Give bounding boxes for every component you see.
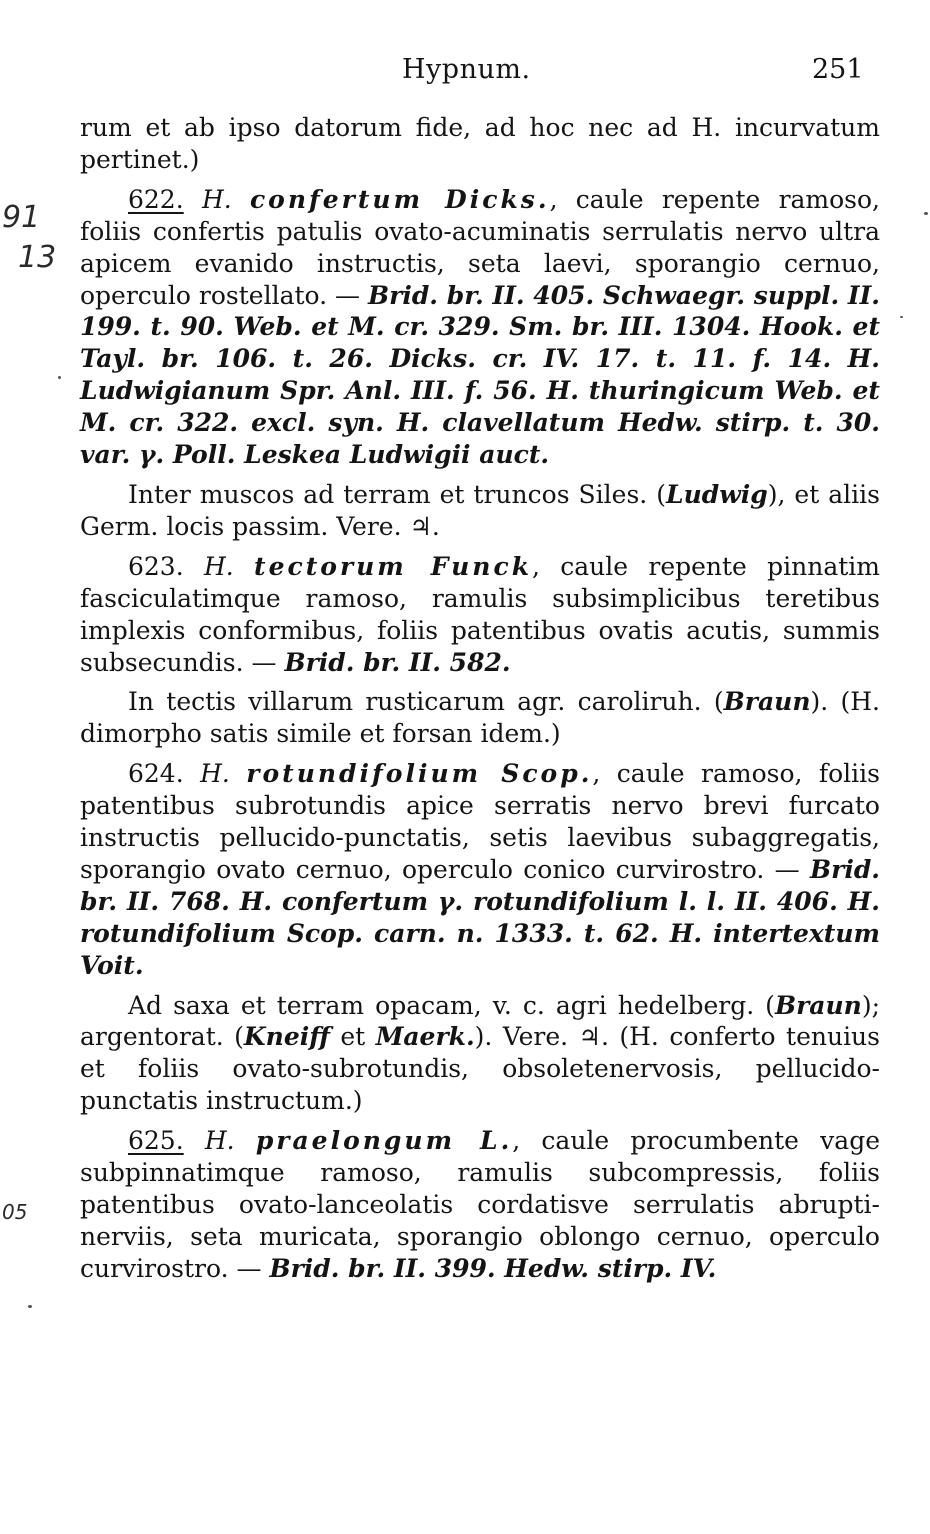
collector-name: Kneiff [243, 1022, 330, 1052]
habitat-text: Inter muscos ad terram et truncos Siles. ( [128, 479, 666, 509]
running-title: Hypnum. [402, 54, 531, 85]
continuation-paragraph: rum et ab ipso datorum fide, ad hoc nec ad H. incurvatum pertinet.) [80, 113, 880, 174]
entry-624 [80, 758, 880, 981]
habitat-text: In tectis villarum rusticarum agr. caroliruh. ( [128, 687, 724, 717]
entry-number: 625. [128, 1126, 184, 1156]
species-name: praelongum L. [255, 1126, 513, 1156]
margin-note-13: 13 [18, 240, 57, 275]
habitat-624 [80, 990, 880, 1118]
collector-name: Ludwig [665, 479, 768, 509]
entry-description: , caule repente ramoso, foliis confertis patulis ovato-acuminatis serrulatis nervo ultra apicem evanido instructis, seta laevi, sporangio cernuo, operculo rostellato. — [80, 184, 881, 310]
entry-description: , caule procumbente vage subpinnatimque ramoso, ramulis subcompressis, foliis patentibus ovato-lanceolatis cordatisve serrulatis abrupti-nerviis, seta muricata, sporangio oblongo cernuo, operculo curvirostro. — [80, 1126, 880, 1283]
habitat-623 [80, 686, 880, 750]
page-number: 251 [812, 54, 864, 85]
text-body [80, 112, 880, 1285]
page-header [0, 48, 930, 92]
collector-name: Maerk. [375, 1022, 475, 1052]
habitat-text: et [329, 1022, 376, 1052]
entry-number: 623. [128, 551, 184, 581]
entry-references: Brid. br. II. 768. H. confertum γ. rotundifolium l. l. II. 406. H. rotundifolium Scop. carn. n. 1333. t. 62. H. intertextum Voit. [80, 854, 880, 980]
entry-references: Brid. br. II. 582. [284, 647, 511, 677]
collector-name: Braun [774, 990, 862, 1020]
entry-description: , caule repente pinnatim fasciculatimque ramoso, ramulis subsimplicibus teretibus implexis conformibus, foliis patentibus ovatis acutis, summis subsecundis. — [80, 551, 881, 677]
margin-note-05: 05 [2, 1200, 28, 1224]
species-name: tectorum Funck [254, 551, 533, 581]
margin-note-91: 91 [2, 200, 41, 235]
ink-speck [58, 376, 61, 379]
habitat-text: ). (H. dimorpho satis simile et forsan idem.) [80, 687, 880, 749]
ink-speck [28, 1305, 32, 1308]
collector-name: Braun [723, 687, 811, 717]
genus-abbrev: H. [203, 551, 234, 581]
habitat-text: ). Vere. ♃. (H. conferto tenuius et foliis ovato-subrotundis, obsoletenervosis, pellucido-punctatis instructum.) [80, 1022, 880, 1116]
habitat-text: ), et aliis Germ. locis passim. Vere. ♃. [80, 479, 880, 541]
ink-speck [900, 316, 903, 318]
entry-623 [80, 551, 880, 679]
species-name: rotundifolium Scop. [246, 759, 593, 789]
species-name: confertum Dicks. [249, 184, 550, 214]
entry-number: 622. [128, 184, 184, 214]
entry-625 [80, 1125, 880, 1285]
habitat-text: Ad saxa et terram opacam, v. c. agri hedelberg. ( [128, 990, 775, 1020]
entry-references: Brid. br. II. 405. Schwaegr. suppl. II. 199. t. 90. Web. et M. cr. 329. Sm. br. III. 1304. Hook. et Tayl. br. 106. t. 26. Dicks. cr. IV. 17. t. 11. f. 14. H. Ludwigianum Spr. Anl. III. f. 56. H. thuringicum Web. et M. cr. 322. excl. syn. H. clavellatum Hedw. stirp. t. 30. var. γ. Poll. Leskea Ludwigii auct. [80, 280, 880, 470]
entry-description: , caule ramoso, foliis patentibus subrotundis apice serratis nervo brevi furcato instructis pellucido-punctatis, setis laevibus subaggregatis, sporangio ovato cernuo, operculo conico curvirostro. — [80, 759, 880, 884]
genus-abbrev: H. [204, 1126, 235, 1156]
entry-622 [80, 184, 880, 471]
genus-abbrev: H. [200, 759, 230, 789]
entry-references: Brid. br. II. 399. Hedw. stirp. IV. [269, 1253, 717, 1283]
habitat-622 [80, 479, 880, 543]
genus-abbrev: H. [201, 184, 232, 214]
entry-number: 624. [128, 759, 184, 789]
habitat-text: ); argentorat. ( [80, 990, 880, 1052]
ink-speck [924, 212, 928, 215]
